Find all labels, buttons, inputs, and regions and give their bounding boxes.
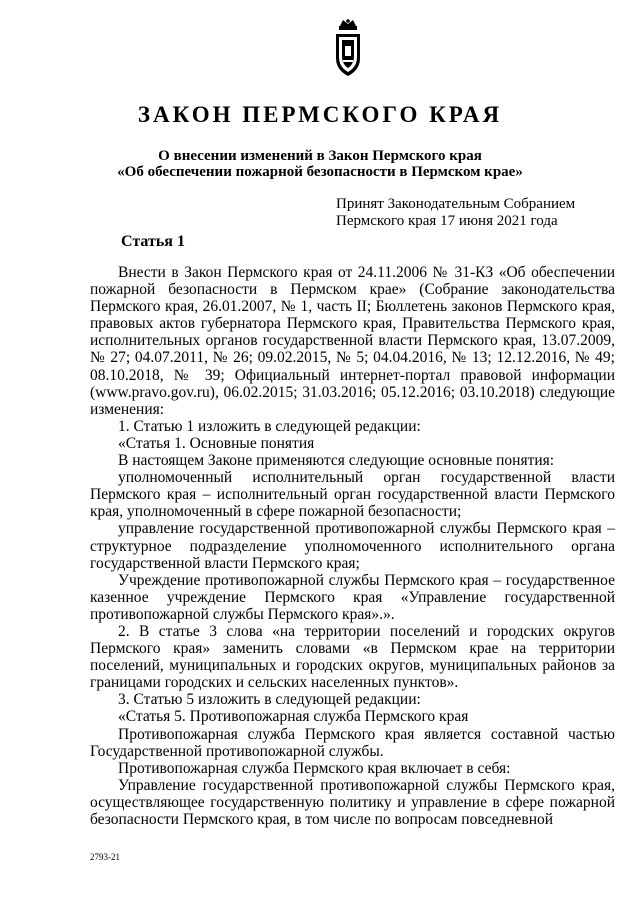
paragraph: Учреждение противопожарной службы Пермского края – государственное казенное учреждение Пермского края «Управление государственной противопожарной службы Пермского края».». bbox=[90, 571, 615, 623]
adoption-line-2: Пермского края 17 июня 2021 года bbox=[336, 213, 558, 229]
law-title: ЗАКОН ПЕРМСКОГО КРАЯ bbox=[137, 102, 503, 127]
subtitle-line-1: О внесении изменений в Закон Пермского края bbox=[158, 148, 482, 164]
adoption-line-1: Принят Законодательным Собранием bbox=[336, 196, 576, 212]
paragraph: 1. Статью 1 изложить в следующей редакции: bbox=[118, 417, 421, 435]
paragraph: Внести в Закон Пермского края от 24.11.2006 № 31-КЗ «Об обеспечении пожарной безопасности в Пермском крае» (Собрание законодательства Пермского края, 26.01.2007, № 1, часть II; Бюллетень законов Пермского края, правовых актов губернатора Пермского края, Правительства Пермского края, исполнительных органов государственной власти Пермского края, 13.07.2009, № 27; 04.07.2011, № 26; 09.02.2015, № 5; 04.04.2016, № 13; 12.12.2016, № 49; 08.10.2018, № 39; Официальный интернет-портал правовой информации (www.pravo.gov.ru), 06.02.2015; 31.03.2016; 05.12.2016; 03.10.2018) следующие изменения: bbox=[90, 264, 615, 418]
paragraph: Противопожарная служба Пермского края включает в себя: bbox=[118, 759, 511, 777]
adoption-note bbox=[336, 196, 575, 230]
paragraph: Управление государственной противопожарной службы Пермского края, осуществляющее государственную политику и управление в сфере пожарной безопасности Пермского края, в том числе по вопросам повседневной bbox=[90, 776, 615, 828]
document-code: 2793-21 bbox=[90, 852, 120, 862]
paragraph: 2. В статье 3 слова «на территории поселений и городских округов Пермского края» заменить словами «в Пермском крае на территории поселений, муниципальных и городских округов, муниципальных районов за границами городских и сельских населенных пунктов». bbox=[90, 622, 615, 692]
paragraph: управление государственной противопожарной службы Пермского края – структурное подразделение уполномоченного исполнительного органа государственной власти Пермского края; bbox=[90, 520, 615, 572]
paragraph: 3. Статью 5 изложить в следующей редакции: bbox=[118, 691, 421, 709]
subtitle-line-2: «Об обеспечении пожарной безопасности в Пермском крае» bbox=[117, 164, 523, 180]
article-heading: Статья 1 bbox=[121, 233, 185, 250]
paragraph: уполномоченный исполнительный орган государственной власти Пермского края – исполнительный орган государственной власти Пермского края, уполномоченный в сфере пожарной безопасности; bbox=[90, 469, 615, 521]
coat-of-arms-icon bbox=[330, 18, 366, 80]
paragraph: «Статья 5. Противопожарная служба Пермского края bbox=[118, 708, 469, 726]
paragraph: «Статья 1. Основные понятия bbox=[118, 434, 315, 452]
paragraph: Противопожарная служба Пермского края является составной частью Государственной противопожарной службы. bbox=[90, 725, 615, 760]
article-body bbox=[90, 264, 615, 828]
law-subtitle bbox=[0, 148, 640, 180]
paragraph: В настоящем Законе применяются следующие основные понятия: bbox=[118, 452, 555, 470]
